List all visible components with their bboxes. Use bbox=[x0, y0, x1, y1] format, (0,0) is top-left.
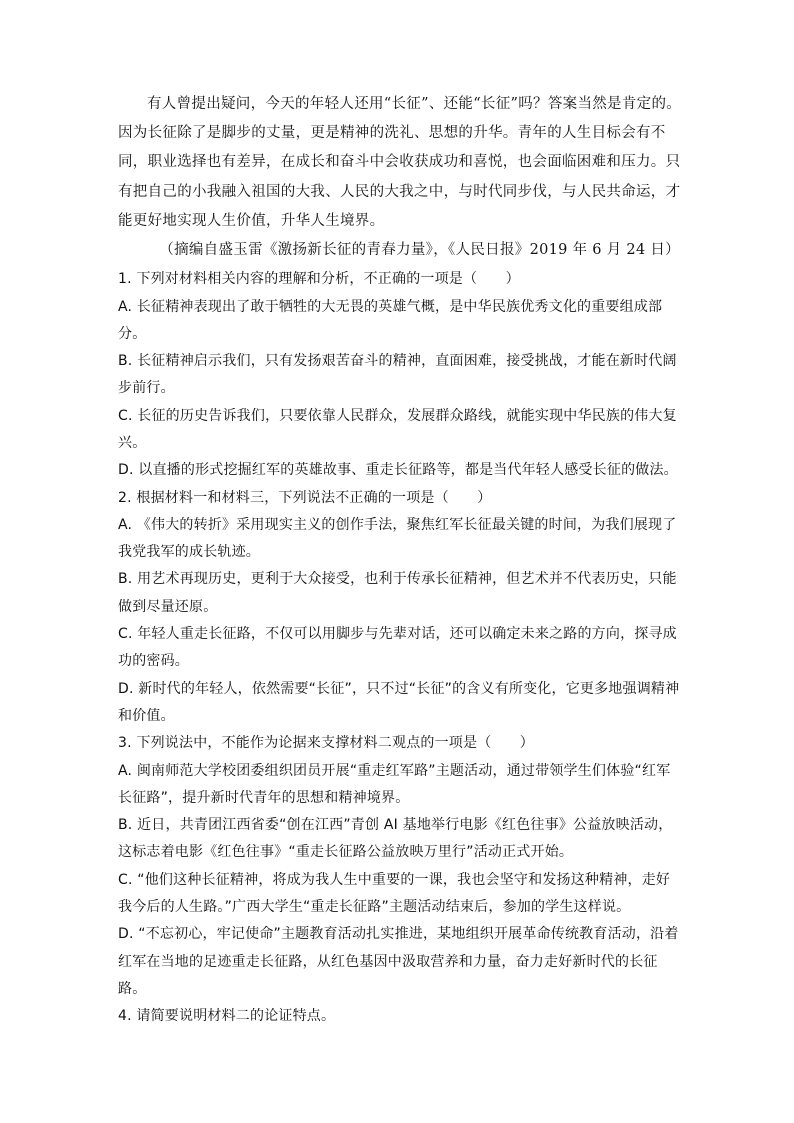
question-list bbox=[118, 266, 682, 1030]
option-c: C. 年轻人重走长征路，不仅可以用脚步与先辈对话，还可以确定未来之路的方向，探寻成功的密码。 bbox=[118, 626, 677, 670]
option-a: A. 《伟大的转折》采用现实主义的创作手法，聚焦红军长征最关键的时间，为我们展现了我党我军的成长轨迹。 bbox=[118, 516, 677, 561]
question-stem: 2. 根据材料一和材料三，下列说法不正确的一项是（ ） bbox=[118, 489, 492, 506]
material-passage bbox=[118, 90, 682, 265]
question-1 bbox=[118, 266, 682, 484]
option-a: A. 长征精神表现出了敢于牺牲的大无畏的英雄气概，是中华民族优秀文化的重要组成部分。 bbox=[118, 298, 663, 342]
question-stem: 1. 下列对材料相关内容的理解和分析，不正确的一项是（ ） bbox=[118, 271, 520, 288]
question-2 bbox=[118, 485, 682, 731]
question-stem: 3. 下列说法中，不能作为论据来支撑材料二观点的一项是（ ） bbox=[118, 735, 535, 752]
material-paragraph: 有人曾提出疑问，今天的年轻人还用“长征”、还能“长征”吗？答案当然是肯定的。因为长征除了是脚步的丈量，更是精神的洗礼、思想的升华。青年的人生目标会有不同，职业选择也有差异，在成长和奋斗中会收获成功和喜悦，也会面临困难和压力。只有把自己的小我融入祖国的大我、人民的大我之中，与时代同步伐，与人民共命运，才能更好地实现人生价值，升华人生境界。 bbox=[118, 96, 682, 229]
option-b: B. 近日，共青团江西省委“创在江西”青创 AI 基地举行电影《红色往事》公益放映活动，这标志着电影《红色往事》“重走长征路公益放映万里行”活动正式开始。 bbox=[118, 817, 673, 861]
option-c: C. 长征的历史告诉我们，只要依靠人民群众，发展群众路线，就能实现中华民族的伟大复兴。 bbox=[118, 407, 677, 451]
option-b: B. 长征精神启示我们，只有发扬艰苦奋斗的精神，直面困难，接受挑战，才能在新时代阔步前行。 bbox=[118, 353, 677, 397]
material-source: （摘编自盛玉雷《激扬新长征的青春力量》，《人民日报》2019 年 6 月 24 日） bbox=[159, 242, 680, 259]
option-a: A. 闽南师范大学校团委组织团员开展“重走红军路”主题活动，通过带领学生们体验“红军长征路”，提升新时代青年的思想和精神境界。 bbox=[118, 762, 671, 806]
option-d: D. “不忘初心，牢记使命”主题教育活动扎实推进，某地组织开展革命传统教育活动，沿着红军在当地的足迹重走长征路，从红色基因中汲取营养和力量，奋力走好新时代的长征路。 bbox=[118, 926, 679, 997]
question-4 bbox=[118, 1003, 682, 1030]
option-d: D. 以直播的形式挖掘红军的英雄故事、重走长征路等，都是当代年轻人感受长征的做法。 bbox=[118, 462, 678, 479]
question-stem: 4. 请简要说明材料二的论证特点。 bbox=[118, 1008, 336, 1025]
option-c: C. “他们这种长征精神，将成为我人生中重要的一课，我也会坚守和发扬这种精神，走好我今后的人生路。”广西大学生“重走长征路”主题活动结束后，参加的学生这样说。 bbox=[118, 871, 671, 916]
option-b: B. 用艺术再现历史，更利于大众接受，也利于传承长征精神，但艺术并不代表历史，只能做到尽量还原。 bbox=[118, 571, 677, 615]
option-d: D. 新时代的年轻人，依然需要“长征”，只不过“长征”的含义有所变化，它更多地强调精神和价值。 bbox=[118, 680, 680, 724]
question-3 bbox=[118, 730, 682, 1003]
